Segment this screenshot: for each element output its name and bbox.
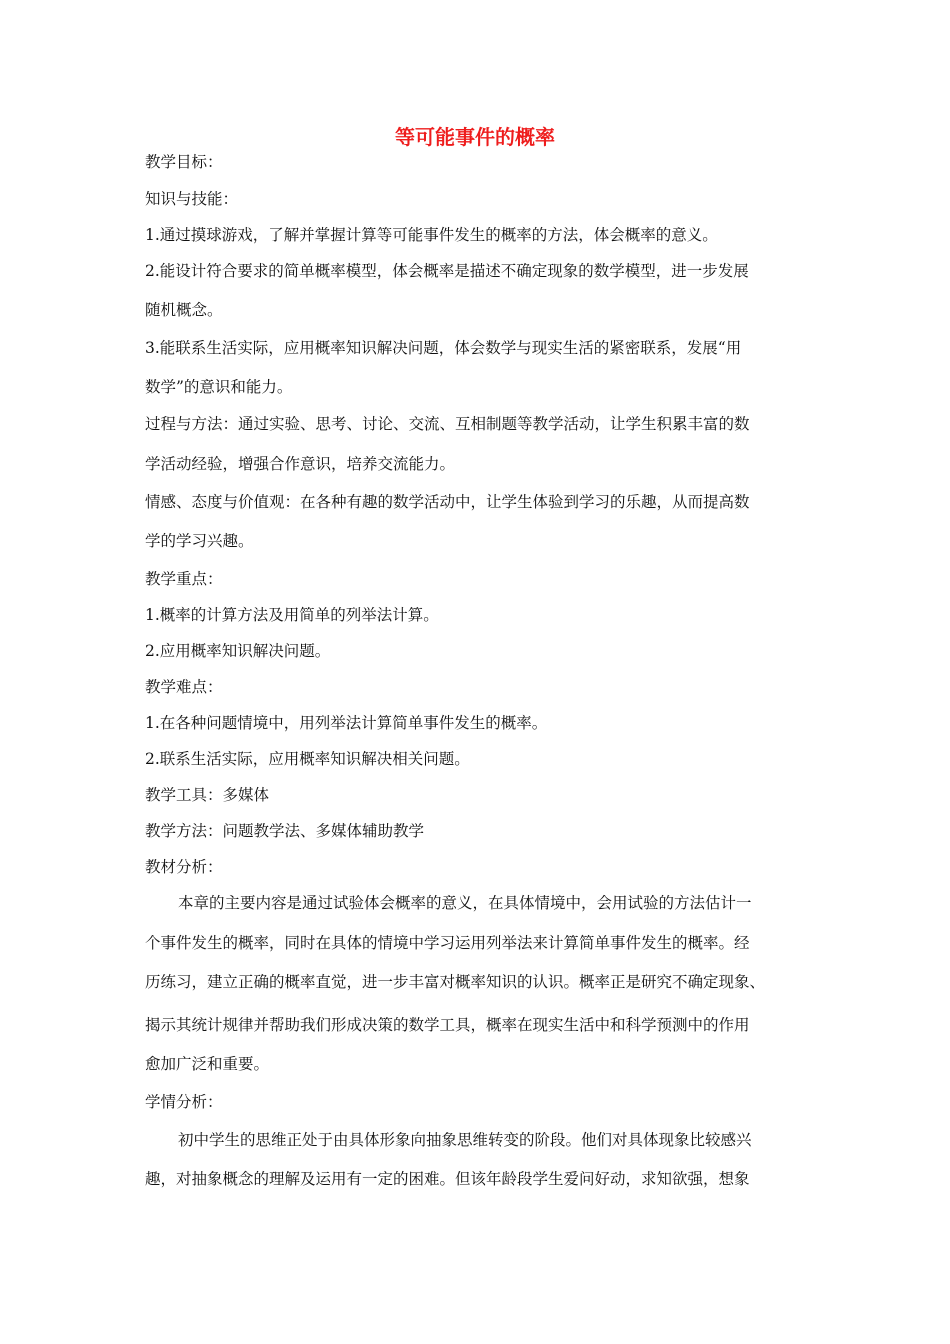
heading-difficulties: 教学难点： [145, 678, 223, 696]
process-method-cont: 学活动经验，增强合作意识，培养交流能力。 [145, 455, 456, 473]
process-method: 过程与方法：通过实验、思考、讨论、交流、互相制题等教学活动，让学生积累丰富的数 [145, 415, 750, 433]
difficulty-1: 1.在各种问题情境中，用列举法计算简单事件发生的概率。 [145, 714, 548, 732]
goal-item-2-cont: 随机概念。 [145, 301, 223, 319]
heading-textbook-analysis: 教材分析： [145, 858, 223, 876]
textbook-analysis-line-1: 本章的主要内容是通过试验体会概率的意义，在具体情境中，会用试验的方法估计一 [178, 894, 752, 912]
emotion-attitude-cont: 学的学习兴趣。 [145, 532, 254, 550]
key-point-2: 2.应用概率知识解决问题。 [145, 642, 331, 660]
key-point-1: 1.概率的计算方法及用简单的列举法计算。 [145, 606, 439, 624]
heading-key-points: 教学重点： [145, 570, 223, 588]
heading-teaching-goals: 教学目标： [145, 153, 223, 171]
textbook-analysis-line-4: 揭示其统计规律并帮助我们形成决策的数学工具，概率在现实生活中和科学预测中的作用 [145, 1016, 750, 1034]
textbook-analysis-line-3: 历练习，建立正确的概率直觉，进一步丰富对概率知识的认识。概率正是研究不确定现象、 [145, 973, 766, 991]
teaching-methods: 教学方法：问题教学法、多媒体辅助教学 [145, 822, 425, 840]
goal-item-1: 1.通过摸球游戏，了解并掌握计算等可能事件发生的概率的方法，体会概率的意义。 [145, 226, 718, 244]
goal-item-3: 3.能联系生活实际，应用概率知识解决问题，体会数学与现实生活的紧密联系，发展“用 [145, 339, 742, 357]
student-analysis-line-2: 趣，对抽象概念的理解及运用有一定的困难。但该年龄段学生爱问好动，求知欲强，想象 [145, 1170, 750, 1188]
goal-item-3-cont: 数学”的意识和能力。 [145, 378, 293, 396]
teaching-tools: 教学工具：多媒体 [145, 786, 270, 804]
emotion-attitude: 情感、态度与价值观：在各种有趣的数学活动中，让学生体验到学习的乐趣，从而提高数 [145, 493, 750, 511]
student-analysis-line-1: 初中学生的思维正处于由具体形象向抽象思维转变的阶段。他们对具体现象比较感兴 [178, 1131, 752, 1149]
heading-knowledge-skills: 知识与技能： [145, 190, 239, 208]
textbook-analysis-line-5: 愈加广泛和重要。 [145, 1055, 270, 1073]
document-title: 等可能事件的概率 [395, 125, 555, 149]
goal-item-2: 2.能设计符合要求的简单概率模型，体会概率是描述不确定现象的数学模型，进一步发展 [145, 262, 749, 280]
textbook-analysis-line-2: 个事件发生的概率，同时在具体的情境中学习运用列举法来计算简单事件发生的概率。经 [145, 934, 750, 952]
difficulty-2: 2.联系生活实际，应用概率知识解决相关问题。 [145, 750, 470, 768]
heading-student-analysis: 学情分析： [145, 1093, 223, 1111]
